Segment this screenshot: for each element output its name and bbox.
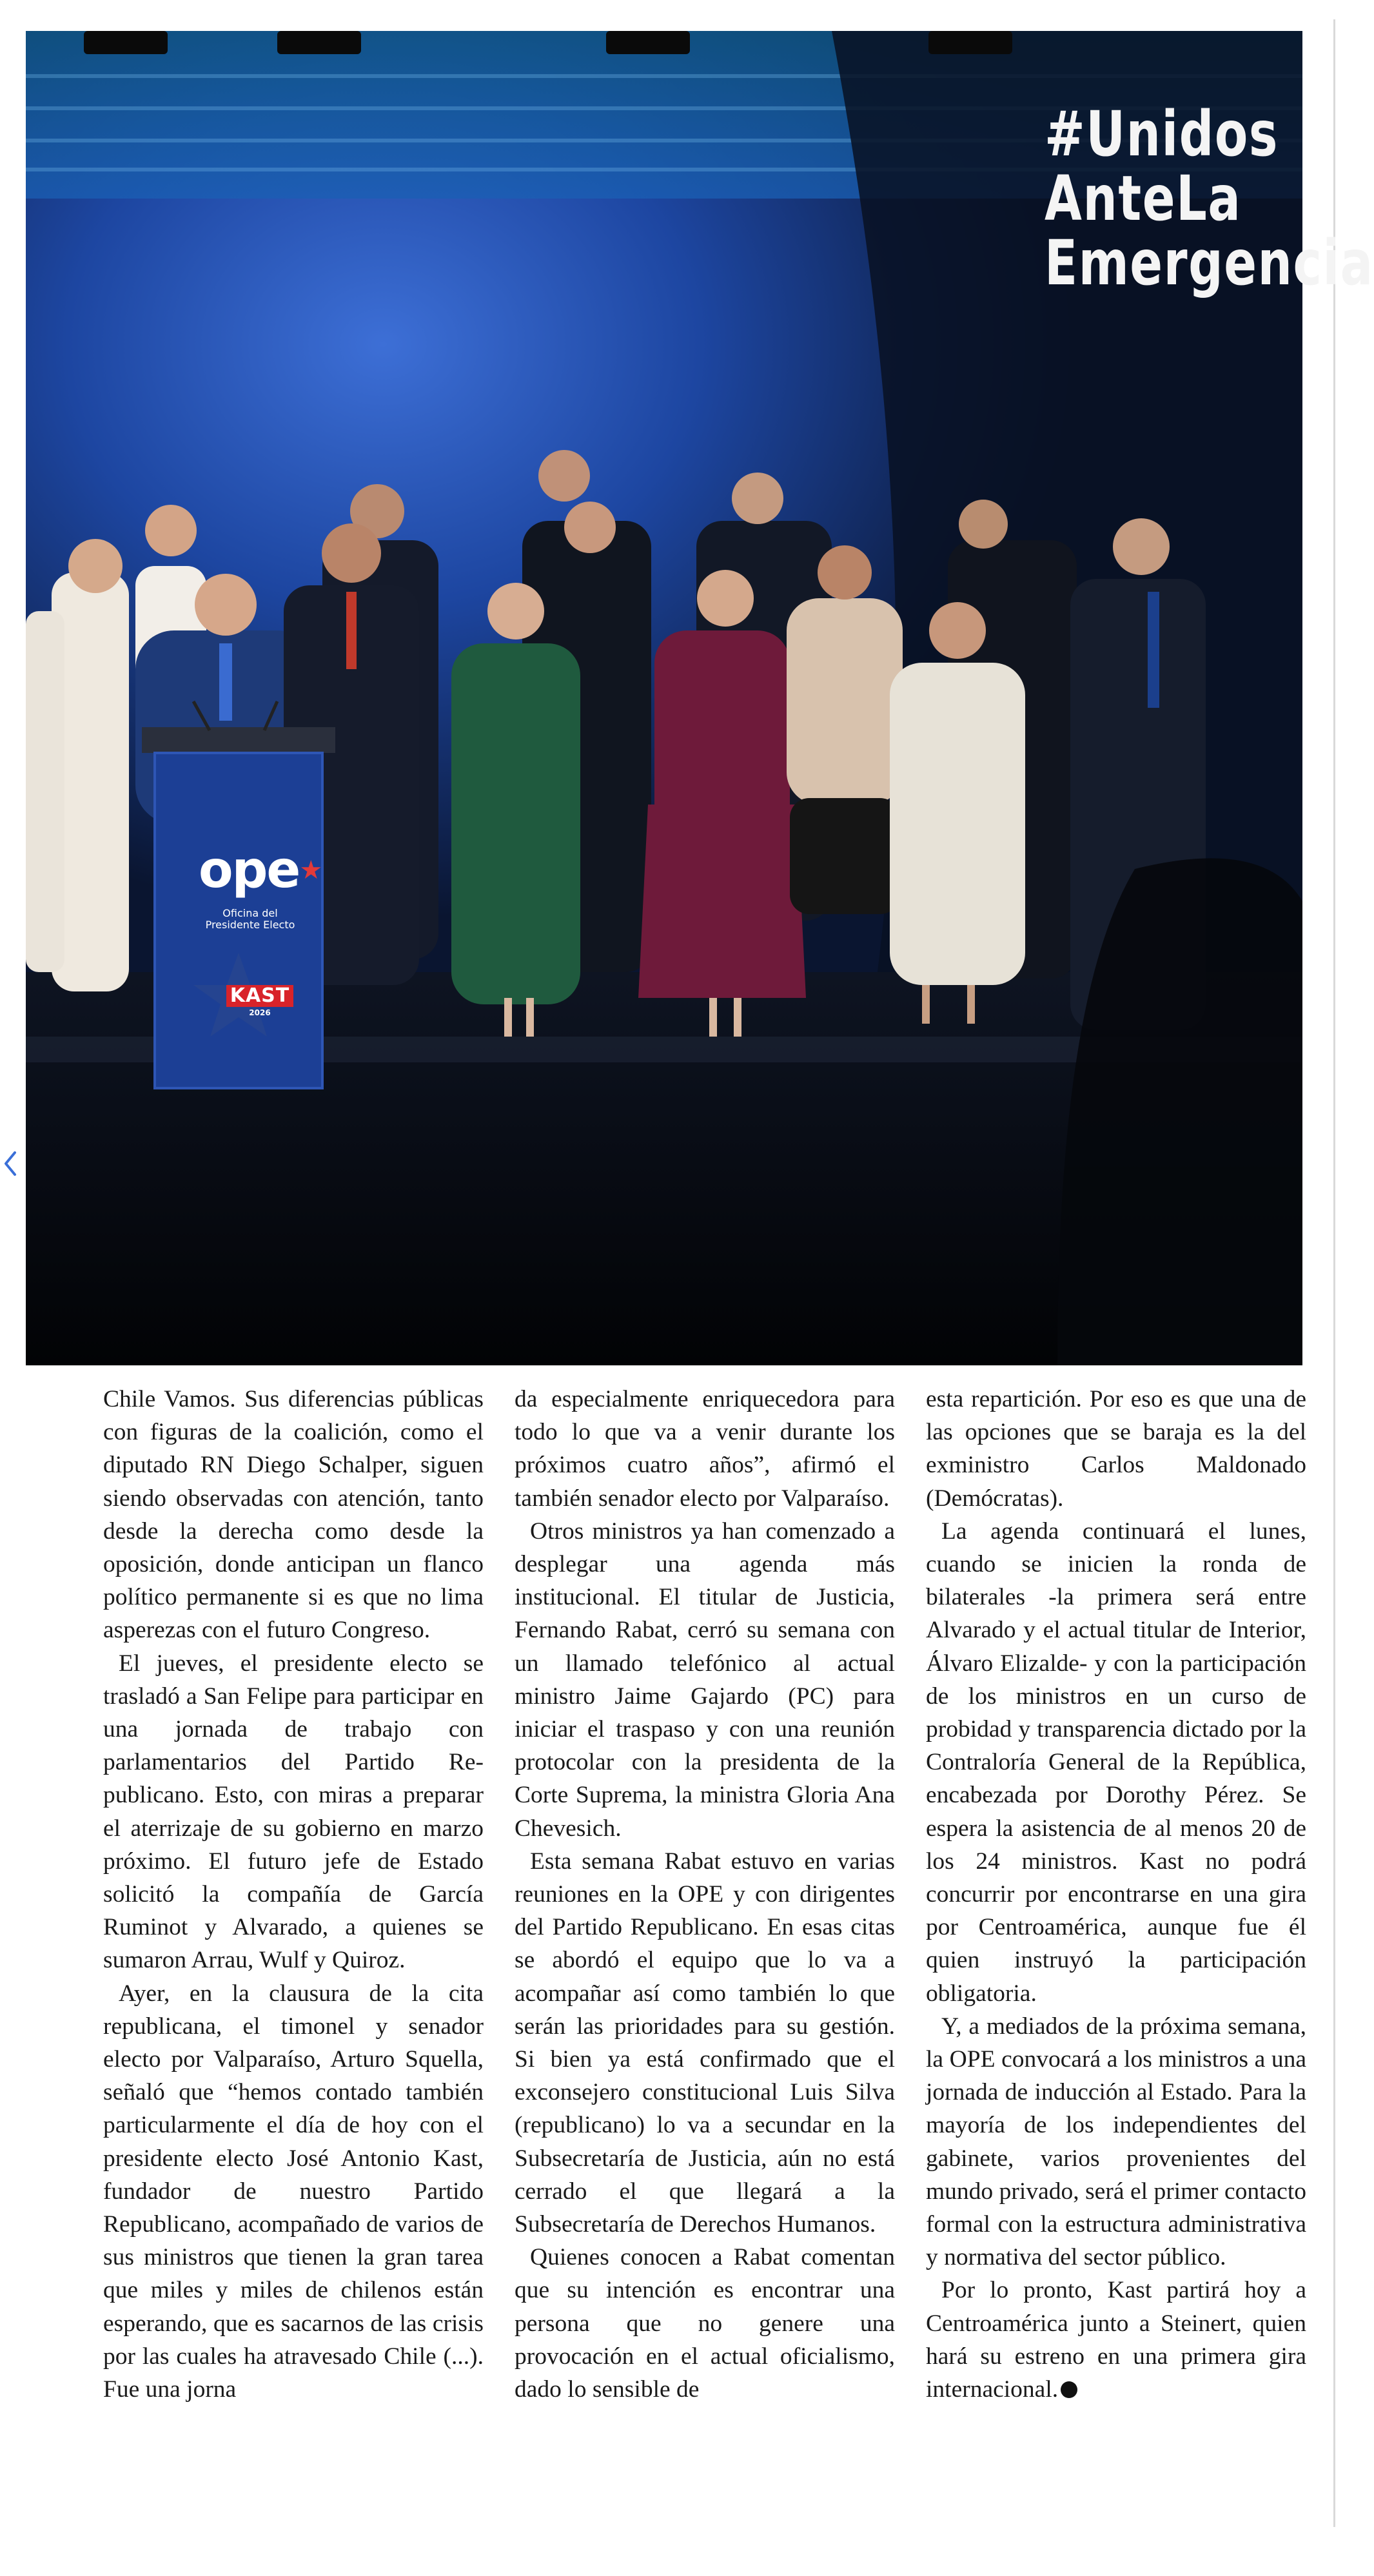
kast-badge-year: 2026	[249, 1008, 271, 1017]
star-icon: ★	[299, 855, 322, 885]
logo-text: ope	[199, 841, 300, 899]
kast-badge	[224, 985, 295, 1017]
paragraph: Ayer, en la clausura de la cita republicana, el timonel y senador electo por Valparaíso, Arturo Squella, señaló que “hemos contado también particularmente el día de hoy con el presidente electo José Antonio Kast, fundador de nuestro Partido Republicano, acompañado de varios de sus ministros que tienen la gran tarea que miles y miles de chilenos están esperando, que es sacarnos de las crisis por las cuales ha atravesado Chile (...). Fue una jorna	[103, 1980, 484, 2403]
paragraph: Y, a mediados de la próxima semana, la OPE convocará a los ministros a una jornada de inducción al Estado. Para la mayoría de los independientes del gabinete, varios provenientes del mundo privado, será el primer contacto formal con la estructura administrativa y normativa del sector público.	[926, 2013, 1306, 2271]
paragraph: El jueves, el presidente electo se trasladó a San Felipe para participar en una jornada de trabajo con parlamentarios del Partido Republicano. Esto, con miras a preparar el aterrizaje de su gobierno en marzo próximo. El futuro jefe de Estado solicitó la compañía de García Ruminot y Alvarado, a quienes se sumaron Arrau, Wulf y Quiroz.	[103, 1650, 484, 1974]
article-body	[103, 1383, 1306, 2543]
hashtag-line-2: AnteLa	[1045, 162, 1242, 235]
paragraph: Esta semana Rabat estuvo en varias reuniones en la OPE y con dirigentes del Partido Republicano. En esas citas se abordó el equipo que lo va a acompañar así como también lo que serán las prioridades para su gestión. Si bien ya está confirmado que el exconsejero constitucional Luis Silva (republicano) lo va a secundar en la Subsecretaría de Justicia, aún no está cerrado el que llegará a la Subsecretaría de Derechos Humanos.	[515, 1848, 895, 2238]
paragraph: Otros ministros ya han comenzado a desplegar una agenda más institucional. El titular de Justicia, Fernando Rabat, cerró su semana con un llamado telefónico al actual ministro Jaime Gajardo (PC) para iniciar el traspaso y con una reunión protocolar con la presidenta de la Corte Suprema, la ministra Gloria Ana Chevesich.	[515, 1517, 895, 1842]
podium-logo	[199, 841, 322, 931]
hashtag-banner	[1045, 98, 1374, 299]
podium-subtitle-1: Oficina del	[222, 907, 278, 919]
article-column-3	[926, 1383, 1306, 2406]
podium-subtitle-2: Presidente Electo	[205, 919, 295, 931]
kast-badge-text: KAST	[226, 985, 294, 1007]
end-of-article-icon	[1061, 2381, 1077, 2398]
article-column-2	[515, 1383, 895, 2406]
paragraph: La agenda continuará el lunes, cuando se inicien la ronda de bilaterales -la primera será entre Alvarado y el actual titular de Interior, Álvaro Elizalde- y con la participación de los ministros en un curso de probidad y transparencia dictado por la Contraloría General de la República, encabezada por Dorothy Pérez. Se espera la asistencia de al menos 20 de los 24 ministros. Kast no podrá concurrir por encontrarse en una gira por Centroamérica, aunque fue él quien instruyó la participación obligatoria.	[926, 1517, 1306, 2007]
hashtag-line-3: Emergencia	[1045, 227, 1374, 299]
final-paragraph-text: Por lo pronto, Kast partirá hoy a Centroamérica junto a Steinert, quien hará su estreno en una primera gira internacional.	[926, 2277, 1306, 2403]
page-edge-rule	[1333, 19, 1335, 2527]
paragraph: Quienes conocen a Rabat comentan que su intención es encontrar una persona que no genere una provocación en el actual oficialismo, dado lo sensible de	[515, 2244, 895, 2403]
article-photo	[26, 31, 1374, 1365]
chevron-left-icon	[3, 1151, 17, 1176]
previous-page-button[interactable]	[1, 1146, 19, 1181]
hashtag-line-1: #Unidos	[1045, 98, 1279, 170]
paragraph-final	[926, 2274, 1306, 2406]
paragraph: Chile Vamos. Sus diferencias públicas con figuras de la coalición, como el diputado RN Diego Schalper, siguen siendo observadas con atención, tanto desde la derecha como desde la oposición, donde anticipan un flanco político permanente si es que no lima asperezas con el futuro Congreso.	[103, 1386, 484, 1644]
paragraph: da especialmente enriquecedora para todo lo que va a venir durante los próximos cuatro años”, afirmó el también senador electo por Valparaíso.	[515, 1386, 895, 1512]
article-column-1	[103, 1383, 484, 2406]
paragraph: esta repartición. Por eso es que una de las opciones que se baraja es la del exministro Carlos Maldonado (Demócratas).	[926, 1386, 1306, 1512]
